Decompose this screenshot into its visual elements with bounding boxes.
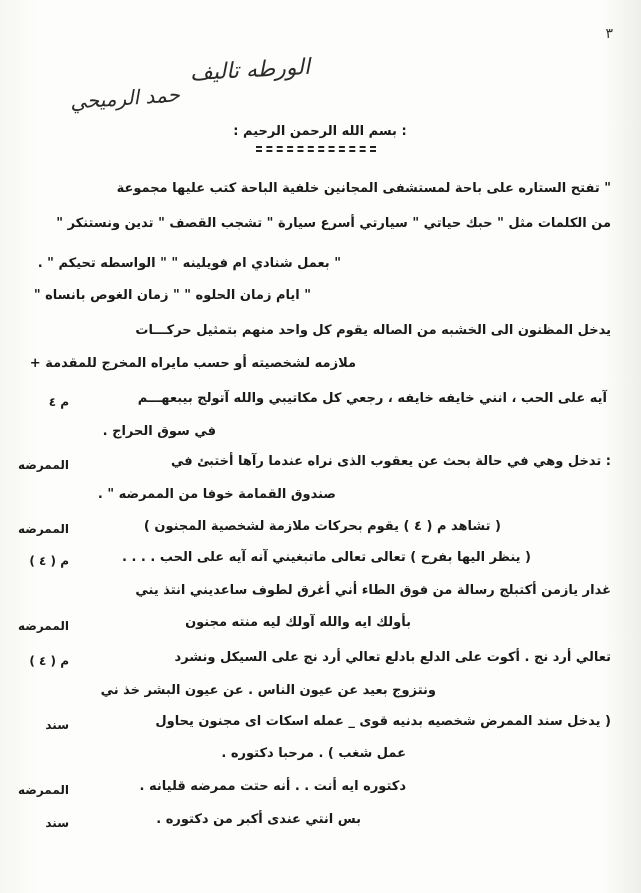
speaker-label: الممرضه xyxy=(17,619,69,633)
speaker-label: م ( ٤ ) xyxy=(29,654,69,668)
basmala-heading: : بسم الله الرحمن الرحيم : xyxy=(233,124,407,139)
speaker-label: م ٤ xyxy=(48,395,69,409)
script-line: بأولك ايه والله آولك ليه منته مجنون xyxy=(185,615,411,630)
script-line: عمل شغب ) . مرحبا دكتوره . xyxy=(221,746,406,761)
page-corner-mark: ٣ xyxy=(605,26,613,42)
script-line: آيه على الحب ، انني خايفه خايفه ، رجعي كل مكاتيبي والله آتولج بيبعهـــم xyxy=(137,391,607,406)
script-line: " بعمل شنادي ام فويلينه " " الواسطه تحيكم " . xyxy=(37,256,341,271)
speaker-label: الممرضه xyxy=(17,522,69,536)
script-line: : تدخل وهي في حالة بحث عن يعقوب الذى نراه عندما رآها أختبئ في xyxy=(170,454,611,469)
script-line: ( ينظر اليها بفرح ) تعالى تعالى ماتبغيني آنه آيه على الحب . . . . xyxy=(121,550,531,565)
script-line: صندوق القمامة خوفا من الممرضه " . xyxy=(97,487,336,502)
handwritten-author: حمد الرميحي xyxy=(69,82,181,114)
heading-underline xyxy=(256,150,376,152)
speaker-label: الممرضه xyxy=(17,458,69,472)
script-line: من الكلمات مثل " حبك حياتي " سيارتي أسرع سيارة " تشجب القصف " تدين ونستنكر " xyxy=(56,216,611,231)
script-line: غدار يازمن أكتبلج رسالة من فوق الطاء أني أغرق لطوف ساعديني انتذ يني xyxy=(135,583,611,598)
script-line: ونتزوج بعيد عن عيون الناس . عن عيون البشر خذ ني xyxy=(100,683,436,698)
speaker-label: سند xyxy=(45,816,69,830)
script-line: يدخل المظنون الى الخشبه من الصاله يقوم كل واحد منهم بتمثيل حركـــات xyxy=(135,323,611,338)
speaker-label: سند xyxy=(45,718,69,732)
heading-underline xyxy=(256,146,376,148)
speaker-label: م ( ٤ ) xyxy=(29,554,69,568)
script-line: ( تشاهد م ( ٤ ) يقوم بحركات ملازمة لشخصية المجنون ) xyxy=(143,519,501,534)
script-line: دكتوره ايه أنت . . أنه حتت ممرضه قليانه . xyxy=(139,779,406,794)
speaker-label: الممرضه xyxy=(17,783,69,797)
handwritten-title: الورطه تاليف xyxy=(189,54,311,87)
script-line: " تفتح الستاره على باحة لمستشفى المجانين خلفية الباحة كتب عليها مجموعة xyxy=(116,181,611,196)
script-line: بس انتي عندى أكبر من دكتوره . xyxy=(156,812,361,827)
script-line: " ايام زمان الحلوه " " زمان الغوص بانساه " xyxy=(33,288,311,303)
script-line: تعالي أرد نج . أكوت على الدلع بادلع تعالي أرد نج على السيكل ونشرد xyxy=(174,650,611,665)
script-line: ( يدخل سند الممرض شخصيه بدنيه قوى _ عمله اسكات اى مجنون يحاول xyxy=(155,714,611,729)
script-line: في سوق الحراج . xyxy=(102,424,216,439)
script-line: ملازمه لشخصيته أو حسب مايراه المخرج للمقدمة + xyxy=(29,356,356,371)
